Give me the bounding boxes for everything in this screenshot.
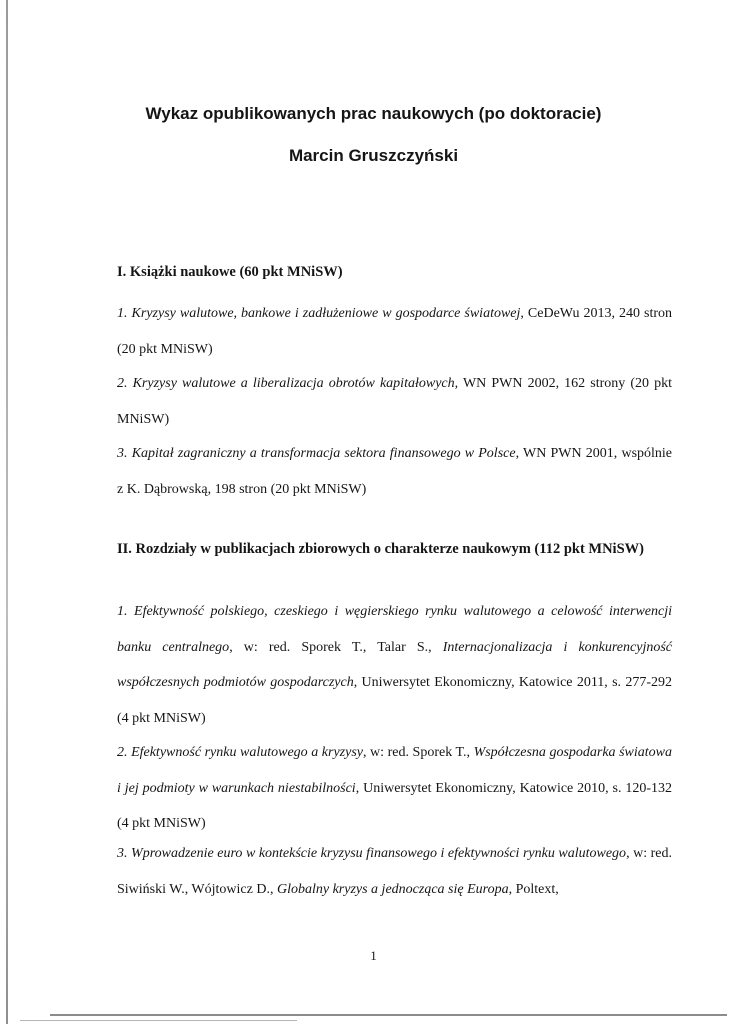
entry-title: Wprowadzenie euro w kontekście kryzysu finansowego i efektywności rynku walutowego (131, 846, 627, 861)
list-item (117, 836, 672, 907)
entry-title: Kryzysy walutowe, bankowe i zadłużeniowe w gospodarce światowej (131, 306, 521, 321)
entry-number: 3. (117, 846, 128, 861)
section-heading-chapters: II. Rozdziały w publikacjach zbiorowych o charakterze naukowym (112 pkt MNiSW) (117, 541, 644, 557)
entry-details: , Uniwersytet Ekonomiczny, Katowice 2011, s. 277-292 (4 pkt MNiSW) (117, 675, 672, 726)
entry-number: 3. (117, 446, 128, 461)
entry-details: , Uniwersytet Ekonomiczny, Katowice 2010, s. 120-132 (4 pkt MNiSW) (117, 780, 672, 831)
entry-number: 2. (117, 745, 128, 760)
entry-number: 2. (117, 376, 128, 391)
entry-details: , WN PWN 2001, wspólnie z K. Dąbrowską, 198 stron (20 pkt MNiSW) (117, 446, 673, 497)
entry-details: WN PWN 2002, 162 strony (20 pkt MNiSW) (117, 376, 672, 427)
section-heading-books: I. Książki naukowe (60 pkt MNiSW) (117, 264, 343, 280)
document-author: Marcin Gruszczyński (288, 146, 459, 165)
list-item (117, 436, 672, 507)
scan-bottom-line-secondary (20, 1020, 297, 1021)
entry-editors: , w: red. Sporek T., Talar S., (229, 639, 443, 655)
entry-title: Efektywność rynku walutowego a kryzysy (131, 745, 363, 760)
list-item (117, 366, 672, 437)
entry-title: Kapitał zagraniczny a transformacja sektora finansowego w Polsce (131, 446, 516, 461)
entry-details: , CeDeWu 2013, 240 stron (20 pkt MNiSW) (117, 306, 673, 357)
entry-details: , Poltext, (508, 881, 559, 897)
entry-book-title: Internacjonalizacja i konkurencyjność współczesnych podmiotów gospodarczych (117, 639, 672, 690)
entry-book-title: Współczesna gospodarka światowa i jej podmioty w warunkach niestabilności (117, 745, 673, 796)
entry-title: Efektywność polskiego, czeskiego i węgierskiego rynku walutowego a celowość interwencji banku centralnego (117, 604, 672, 655)
entry-editors: , w: red. Sporek T., (363, 745, 474, 760)
list-item (117, 296, 672, 367)
document-title: Wykaz opublikowanych prac naukowych (po doktoracie) (145, 104, 602, 123)
entry-number: 1. (117, 604, 128, 619)
list-item (117, 594, 672, 736)
entry-book-title: Globalny kryzys a jednocząca się Europa (276, 881, 509, 897)
entry-number: 1. (117, 306, 128, 321)
page-number: 1 (370, 948, 377, 963)
scan-bottom-line (50, 1014, 727, 1016)
entry-editors: , w: red. Siwiński W., Wójtowicz D., (117, 846, 673, 897)
entry-title: Kryzysy walutowe a liberalizacja obrotów kapitałowych, (132, 376, 459, 391)
list-item (117, 735, 672, 842)
